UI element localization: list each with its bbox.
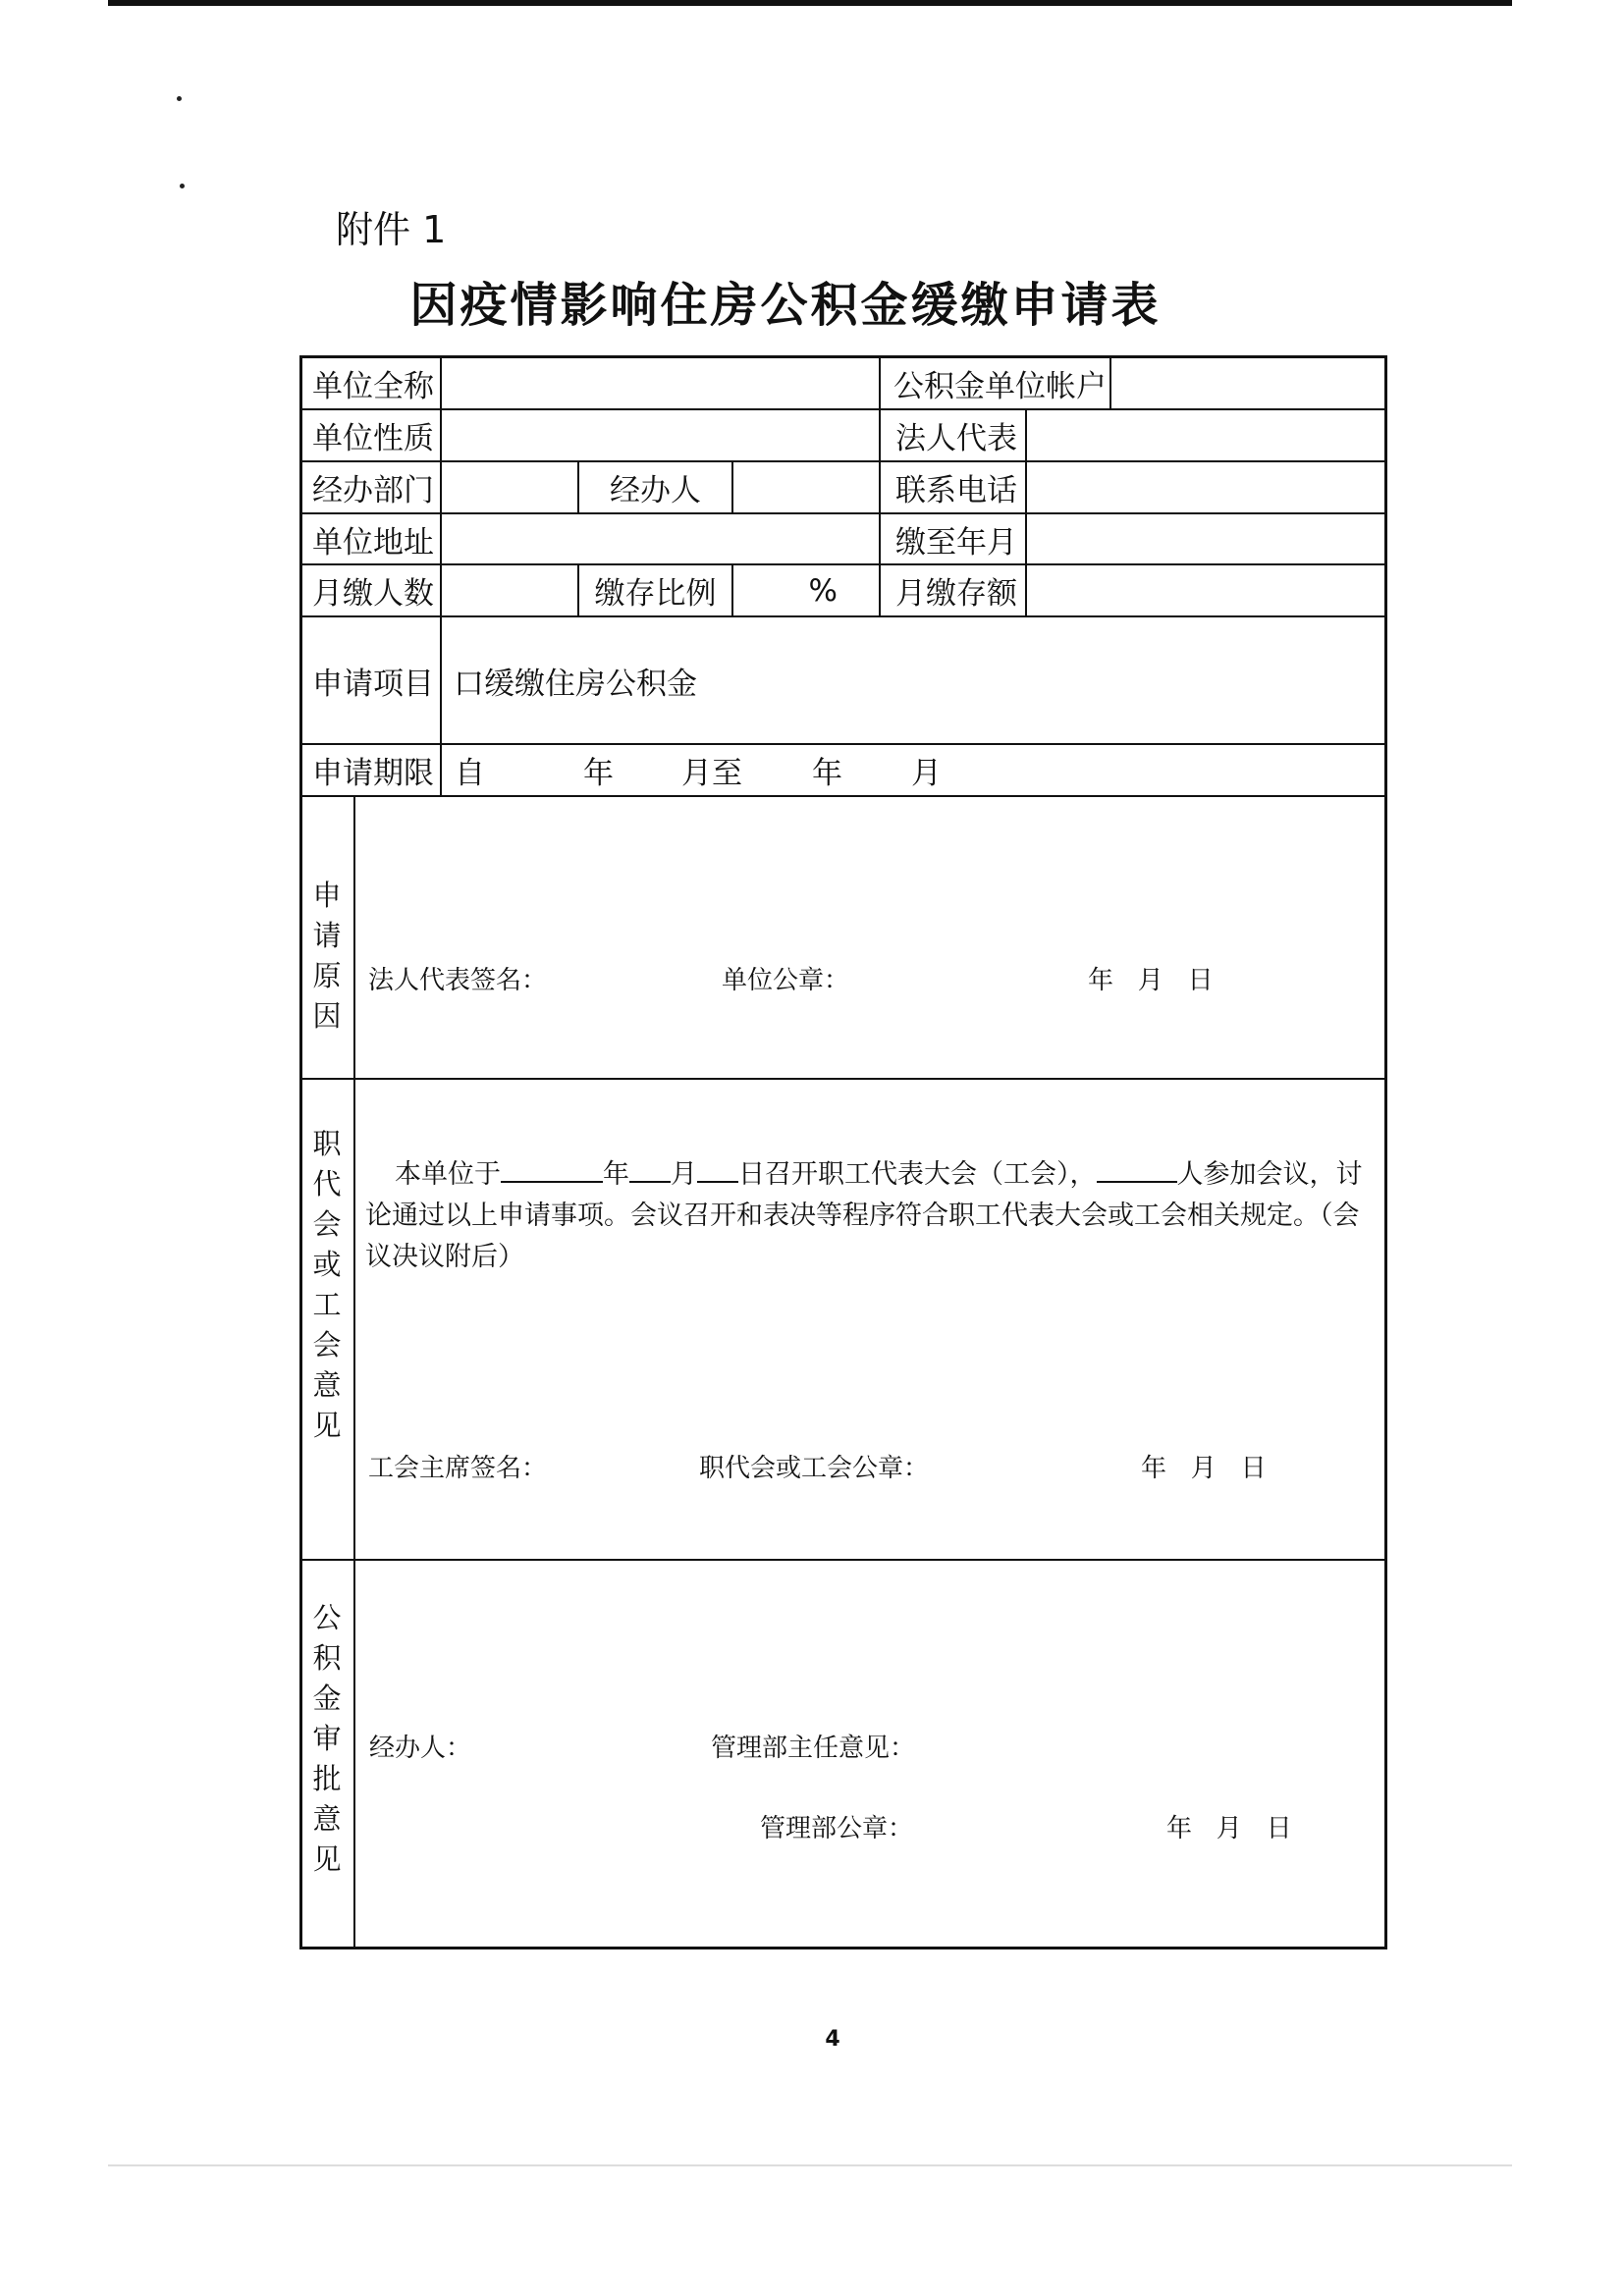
monthly-amount-field[interactable] (1027, 565, 1384, 615)
attachment-label: 附件 1 (336, 208, 447, 251)
label-ratio: 缴存比例 (594, 576, 717, 612)
union-date[interactable]: 年 月 日 (1141, 1453, 1267, 1483)
handler-field[interactable] (733, 462, 879, 512)
scan-edge (108, 0, 1512, 6)
table-border-right (1384, 355, 1387, 1949)
label-monthly-count: 月缴人数 (312, 576, 434, 612)
unit-full-name-field[interactable] (442, 357, 879, 408)
statement-day-text: 日召开职工代表大会（工会）， (738, 1159, 1097, 1190)
period-year-1: 年 (583, 756, 614, 791)
table-border-bottom (299, 1947, 1387, 1949)
legal-rep-field[interactable] (1027, 410, 1384, 460)
row-line (299, 1078, 1387, 1080)
reason-section-label: 申 请 原 因 (312, 879, 342, 1033)
period-from: 自 (455, 756, 485, 791)
statement-year: 年 (603, 1159, 629, 1190)
row-line (299, 795, 1387, 797)
scan-dot (177, 96, 182, 101)
attendee-count-blank[interactable] (1097, 1153, 1177, 1183)
label-apply-period: 申请期限 (312, 756, 434, 791)
period-month-2: 月 (911, 756, 942, 791)
union-seal[interactable]: 职代会或工会公章： (699, 1453, 930, 1483)
label-apply-item: 申请项目 (312, 666, 434, 702)
unit-nature-field[interactable] (442, 410, 879, 460)
col-line (353, 795, 355, 1949)
period-year-2: 年 (812, 756, 842, 791)
dept-field[interactable] (442, 462, 577, 512)
union-chair-signature[interactable]: 工会主席签名： (368, 1453, 548, 1483)
page-number: 4 (825, 2027, 840, 2052)
label-unit-nature: 单位性质 (312, 421, 434, 456)
label-handler: 经办人 (610, 473, 701, 508)
label-account-no: 公积金单位帐户 (893, 368, 1107, 404)
label-paid-until: 缴至年月 (895, 524, 1017, 561)
percent-sign: % (808, 572, 838, 609)
legal-rep-signature[interactable]: 法人代表签名： (368, 965, 548, 995)
reason-date[interactable]: 年 月 日 (1088, 965, 1214, 995)
apply-item-checkbox[interactable]: 口缓缴住房公积金 (454, 666, 697, 702)
approval-date[interactable]: 年 月 日 (1166, 1813, 1292, 1843)
period-month-to: 月至 (681, 756, 742, 791)
scan-footer-edge (108, 2164, 1512, 2166)
statement-month: 月 (671, 1159, 697, 1190)
union-section-label: 职 代 会 或 工 会 意 见 (312, 1127, 342, 1442)
director-opinion[interactable]: 管理部主任意见： (711, 1733, 916, 1763)
label-dept: 经办部门 (312, 473, 434, 508)
address-field[interactable] (442, 514, 879, 563)
label-monthly-amount: 月缴存额 (895, 576, 1017, 612)
meeting-month-blank[interactable] (629, 1153, 671, 1183)
form-title: 因疫情影响住房公积金缓缴申请表 (409, 278, 1162, 333)
statement-intro: 本单位于 (395, 1159, 501, 1190)
col-line (879, 355, 881, 615)
label-phone: 联系电话 (895, 473, 1017, 508)
account-no-field[interactable] (1111, 357, 1384, 408)
scan-dot (180, 184, 185, 188)
approval-handler[interactable]: 经办人： (369, 1733, 472, 1763)
paid-until-field[interactable] (1027, 514, 1384, 563)
row-line (299, 1559, 1387, 1561)
meeting-day-blank[interactable] (697, 1153, 738, 1183)
meeting-year-blank[interactable] (501, 1153, 603, 1183)
union-statement (365, 1153, 1367, 1278)
management-seal[interactable]: 管理部公章： (760, 1813, 914, 1843)
approval-section-label: 公 积 金 审 批 意 见 (312, 1601, 342, 1876)
ratio-field[interactable] (733, 565, 879, 615)
label-unit-full-name: 单位全称 (312, 368, 434, 404)
statement-body: 人参加会议，讨论通过以上申请事项。会议召开和表决等程序符合职工代表大会或工会相关规定。（会议决议附后） (365, 1159, 1363, 1272)
label-legal-rep: 法人代表 (895, 421, 1017, 456)
unit-seal[interactable]: 单位公章： (722, 965, 850, 995)
label-address: 单位地址 (312, 524, 434, 561)
monthly-count-field[interactable] (442, 565, 577, 615)
phone-field[interactable] (1027, 462, 1384, 512)
